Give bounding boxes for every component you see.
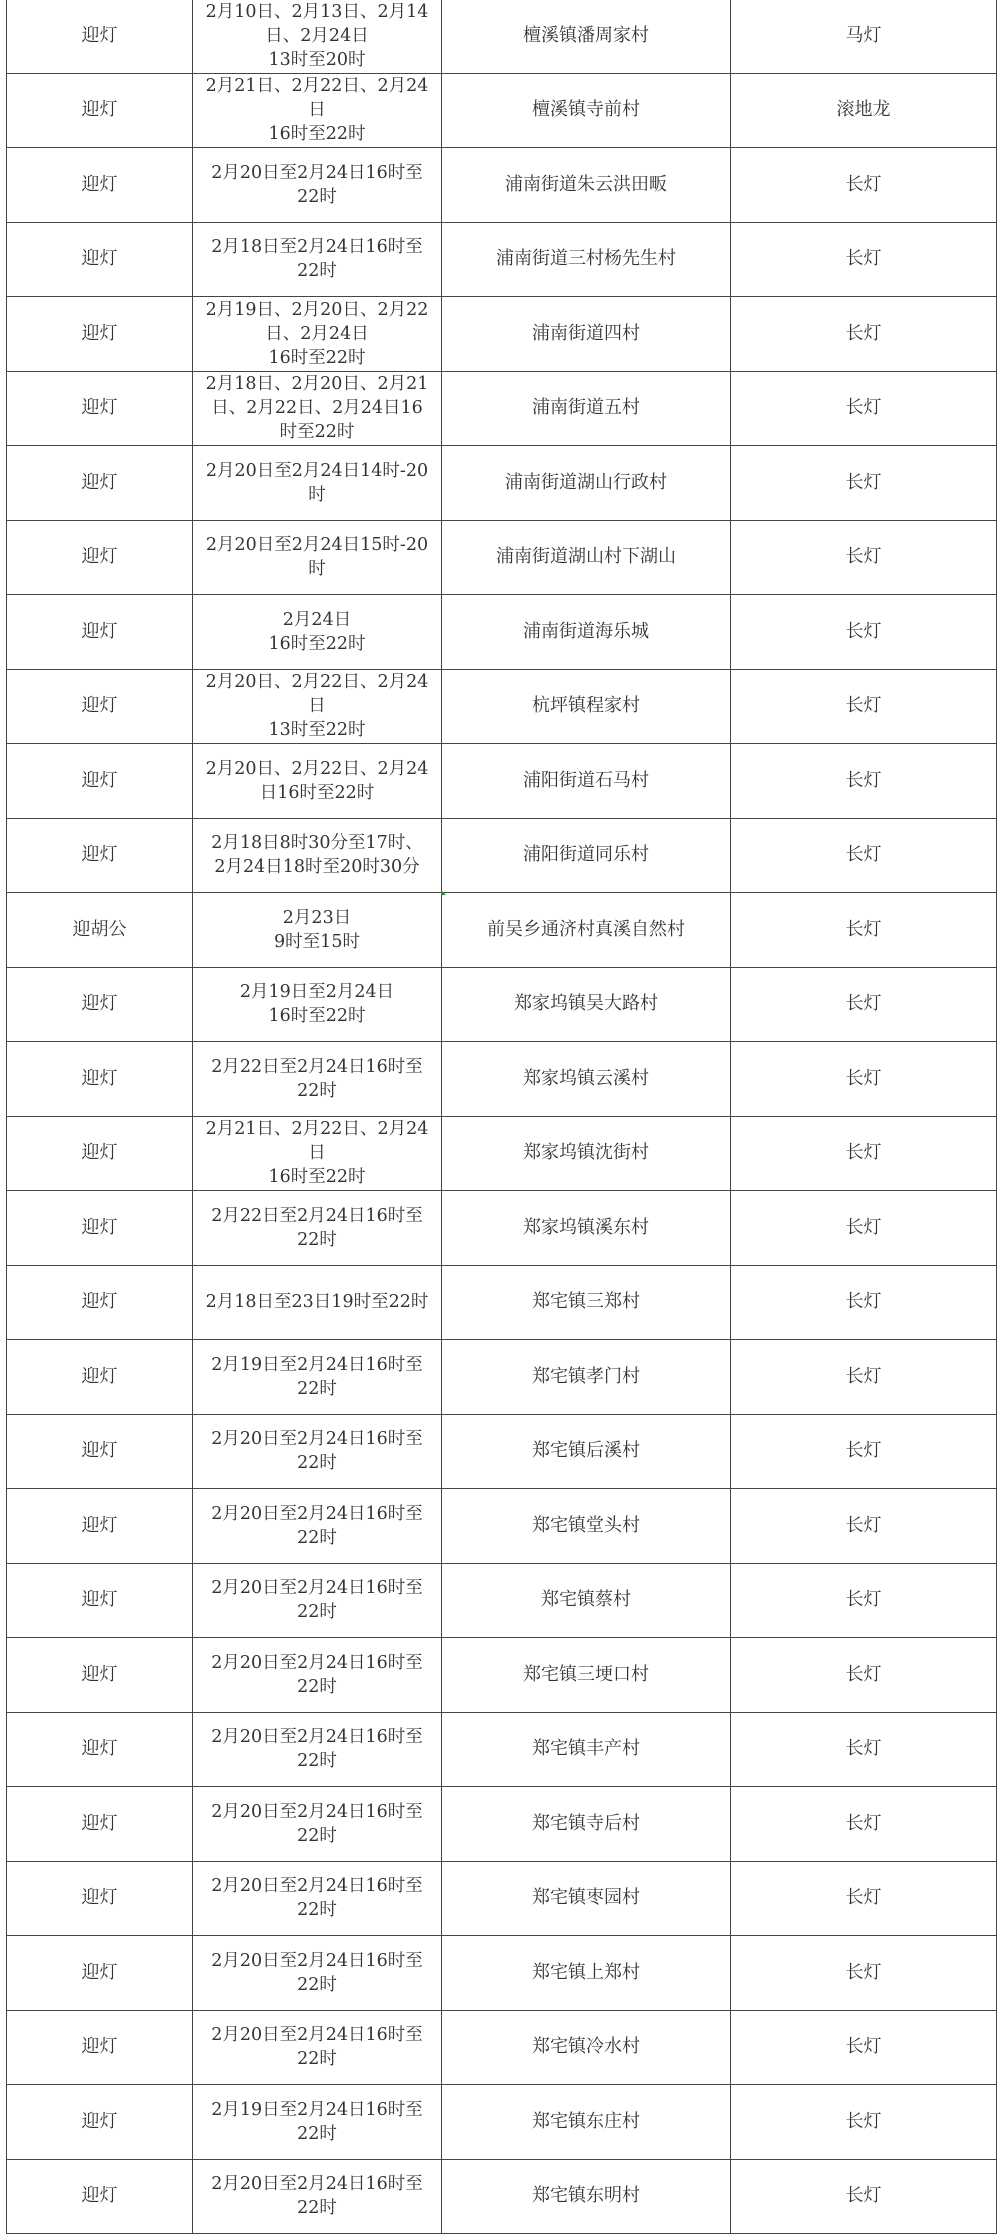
lantern-type-cell: 长灯 — [731, 669, 997, 744]
lantern-type-cell: 长灯 — [731, 222, 997, 297]
activity-cell: 迎灯 — [7, 1414, 193, 1489]
activity-cell: 迎灯 — [7, 1191, 193, 1266]
lantern-type-cell: 长灯 — [731, 446, 997, 521]
activity-cell: 迎灯 — [7, 73, 193, 148]
time-line: 日 — [308, 1143, 326, 1164]
table-row — [7, 1414, 997, 1489]
table-row — [7, 371, 997, 446]
time-line: 22时 — [297, 2049, 337, 2070]
place-cell: 浦南街道四村 — [442, 297, 731, 372]
time-line: 22时 — [297, 1825, 337, 1846]
time-line: 2月20日至2月24日16时至 — [211, 1727, 423, 1748]
time-cell — [193, 1042, 442, 1117]
lantern-type-cell: 马灯 — [731, 0, 997, 73]
table-row — [7, 1787, 997, 1862]
time-line: 2月18日8时30分至17时、 — [211, 833, 423, 854]
activity-cell: 迎灯 — [7, 1042, 193, 1117]
activity-cell: 迎灯 — [7, 297, 193, 372]
lantern-type-cell: 长灯 — [731, 1340, 997, 1415]
time-line: 2月20日至2月24日14时-20 — [205, 460, 429, 481]
cell-marker-icon — [441, 890, 446, 895]
place-cell: 浦南街道五村 — [442, 371, 731, 446]
lantern-type-cell: 长灯 — [731, 1936, 997, 2011]
time-line: 2月24日18时至20时30分 — [214, 857, 420, 878]
time-line: 22时 — [297, 1527, 337, 1548]
place-cell: 杭坪镇程家村 — [442, 669, 731, 744]
time-line: 2月20日至2月24日16时至 — [211, 1950, 423, 1971]
time-line: 2月20日、2月22日、2月24 — [205, 672, 429, 693]
table-row — [7, 1042, 997, 1117]
activity-cell: 迎灯 — [7, 1265, 193, 1340]
lantern-type-cell: 长灯 — [731, 297, 997, 372]
time-cell — [193, 2085, 442, 2160]
time-cell — [193, 967, 442, 1042]
table-row — [7, 1265, 997, 1340]
time-cell — [193, 297, 442, 372]
time-line: 时 — [308, 484, 326, 505]
table-row — [7, 148, 997, 223]
time-line: 日 — [308, 696, 326, 717]
place-cell: 浦阳街道石马村 — [442, 744, 731, 819]
lantern-type-cell: 长灯 — [731, 1191, 997, 1266]
place-cell: 郑宅镇蔡村 — [442, 1563, 731, 1638]
time-cell — [193, 1861, 442, 1936]
time-line: 2月19日至2月24日 — [239, 982, 395, 1003]
time-line: 2月22日至2月24日16时至 — [211, 1205, 423, 1226]
activity-cell: 迎灯 — [7, 520, 193, 595]
place-cell: 浦南街道三村杨先生村 — [442, 222, 731, 297]
activity-cell: 迎灯 — [7, 446, 193, 521]
place-cell: 檀溪镇潘周家村 — [442, 0, 731, 73]
time-line: 22时 — [297, 1080, 337, 1101]
time-line: 2月20日至2月24日16时至 — [211, 1578, 423, 1599]
time-line: 22时 — [297, 186, 337, 207]
activity-cell: 迎灯 — [7, 1340, 193, 1415]
time-line: 2月21日、2月22日、2月24 — [205, 1119, 429, 1140]
activity-cell: 迎灯 — [7, 148, 193, 223]
place-cell: 郑宅镇后溪村 — [442, 1414, 731, 1489]
table-row — [7, 297, 997, 372]
table-row — [7, 1116, 997, 1191]
time-line: 2月18日、2月20日、2月21 — [205, 374, 429, 395]
activity-cell: 迎灯 — [7, 2010, 193, 2085]
time-cell — [193, 371, 442, 446]
time-line: 16时至22时 — [268, 347, 366, 368]
table-row — [7, 520, 997, 595]
lantern-type-cell: 长灯 — [731, 1042, 997, 1117]
lantern-schedule-table — [6, 0, 997, 2234]
time-line: 2月20日至2月24日16时至 — [211, 2174, 423, 2195]
place-cell: 郑宅镇丰产村 — [442, 1712, 731, 1787]
table-row — [7, 73, 997, 148]
place-cell: 檀溪镇寺前村 — [442, 73, 731, 148]
time-cell — [193, 595, 442, 670]
place-cell: 郑宅镇东庄村 — [442, 2085, 731, 2160]
lantern-type-cell: 长灯 — [731, 1861, 997, 1936]
schedule-table-body — [7, 0, 997, 2234]
place-cell: 浦南街道湖山行政村 — [442, 446, 731, 521]
time-line: 16时至22时 — [268, 1167, 366, 1188]
time-line: 2月20日至2月24日16时至 — [211, 1503, 423, 1524]
activity-cell: 迎灯 — [7, 1489, 193, 1564]
lantern-type-cell: 长灯 — [731, 1489, 997, 1564]
time-line: 2月19日、2月20日、2月22 — [205, 299, 429, 320]
activity-cell: 迎胡公 — [7, 893, 193, 968]
lantern-type-cell: 滚地龙 — [731, 73, 997, 148]
time-line: 22时 — [297, 1751, 337, 1772]
place-cell: 浦南街道海乐城 — [442, 595, 731, 670]
time-line: 2月22日至2月24日16时至 — [211, 1056, 423, 1077]
table-row — [7, 893, 997, 968]
table-row — [7, 222, 997, 297]
time-line: 22时 — [297, 2123, 337, 2144]
table-row — [7, 1191, 997, 1266]
time-cell — [193, 222, 442, 297]
table-row — [7, 2085, 997, 2160]
place-cell: 郑宅镇东明村 — [442, 2159, 731, 2234]
lantern-type-cell: 长灯 — [731, 818, 997, 893]
time-line: 日16时至22时 — [259, 782, 375, 803]
time-cell — [193, 2159, 442, 2234]
lantern-type-cell: 长灯 — [731, 2159, 997, 2234]
lantern-type-cell: 长灯 — [731, 1787, 997, 1862]
activity-cell: 迎灯 — [7, 967, 193, 1042]
time-line: 时 — [308, 559, 326, 580]
table-row — [7, 446, 997, 521]
time-line: 2月20日至2月24日16时至 — [211, 1876, 423, 1897]
place-cell: 郑家坞镇溪东村 — [442, 1191, 731, 1266]
place-cell: 郑宅镇上郑村 — [442, 1936, 731, 2011]
time-line: 2月20日、2月22日、2月24 — [205, 758, 429, 779]
place-cell: 前吴乡通济村真溪自然村 — [442, 893, 731, 968]
place-cell: 浦南街道湖山村下湖山 — [442, 520, 731, 595]
time-cell — [193, 148, 442, 223]
table-row — [7, 744, 997, 819]
activity-cell: 迎灯 — [7, 2085, 193, 2160]
time-line: 日、2月22日、2月24日16 — [211, 398, 423, 419]
lantern-type-cell: 长灯 — [731, 1712, 997, 1787]
time-line: 22时 — [297, 1453, 337, 1474]
time-cell — [193, 744, 442, 819]
lantern-type-cell: 长灯 — [731, 1265, 997, 1340]
time-line: 22时 — [297, 1378, 337, 1399]
table-row — [7, 0, 997, 73]
activity-cell: 迎灯 — [7, 669, 193, 744]
activity-cell: 迎灯 — [7, 371, 193, 446]
lantern-type-cell: 长灯 — [731, 595, 997, 670]
activity-cell: 迎灯 — [7, 2159, 193, 2234]
time-cell — [193, 893, 442, 968]
time-line: 2月20日至2月24日16时至 — [211, 1801, 423, 1822]
time-line: 9时至15时 — [274, 931, 360, 952]
lantern-type-cell: 长灯 — [731, 148, 997, 223]
place-cell: 郑宅镇寺后村 — [442, 1787, 731, 1862]
time-line: 22时 — [297, 1602, 337, 1623]
table-row — [7, 595, 997, 670]
place-cell: 郑家坞镇沈街村 — [442, 1116, 731, 1191]
activity-cell: 迎灯 — [7, 1861, 193, 1936]
time-cell — [193, 2010, 442, 2085]
place-cell: 郑宅镇枣园村 — [442, 1861, 731, 1936]
time-cell — [193, 1787, 442, 1862]
place-cell: 浦南街道朱云洪田畈 — [442, 148, 731, 223]
time-line: 日 — [308, 100, 326, 121]
lantern-type-cell: 长灯 — [731, 893, 997, 968]
table-row — [7, 1712, 997, 1787]
time-line: 2月18日至2月24日16时至 — [211, 237, 423, 258]
lantern-type-cell: 长灯 — [731, 520, 997, 595]
time-line: 22时 — [297, 1974, 337, 1995]
lantern-type-cell: 长灯 — [731, 371, 997, 446]
table-row — [7, 1861, 997, 1936]
activity-cell: 迎灯 — [7, 1116, 193, 1191]
time-line: 16时至22时 — [268, 1006, 366, 1027]
activity-cell: 迎灯 — [7, 1638, 193, 1713]
time-line: 13时至20时 — [268, 49, 366, 70]
time-line: 日、2月24日 — [265, 25, 369, 46]
time-line: 2月20日至2月24日15时-20 — [205, 535, 429, 556]
lantern-type-cell: 长灯 — [731, 1563, 997, 1638]
place-cell: 郑家坞镇吴大路村 — [442, 967, 731, 1042]
time-line: 22时 — [297, 2198, 337, 2219]
time-line: 2月18日至23日19时至22时 — [205, 1292, 429, 1313]
time-line: 22时 — [297, 261, 337, 282]
table-row — [7, 967, 997, 1042]
activity-cell: 迎灯 — [7, 1712, 193, 1787]
lantern-type-cell: 长灯 — [731, 2010, 997, 2085]
table-row — [7, 1936, 997, 2011]
activity-cell: 迎灯 — [7, 818, 193, 893]
time-cell — [193, 818, 442, 893]
time-cell — [193, 73, 442, 148]
place-cell: 郑宅镇冷水村 — [442, 2010, 731, 2085]
time-line: 日、2月24日 — [265, 323, 369, 344]
time-line: 2月10日、2月13日、2月14 — [205, 1, 429, 22]
time-cell — [193, 1712, 442, 1787]
lantern-type-cell: 长灯 — [731, 1414, 997, 1489]
activity-cell: 迎灯 — [7, 744, 193, 819]
table-row — [7, 1489, 997, 1564]
activity-cell: 迎灯 — [7, 222, 193, 297]
place-cell: 郑宅镇孝门村 — [442, 1340, 731, 1415]
table-row — [7, 2010, 997, 2085]
place-cell: 郑宅镇三埂口村 — [442, 1638, 731, 1713]
time-cell — [193, 669, 442, 744]
time-cell — [193, 1340, 442, 1415]
time-cell — [193, 1936, 442, 2011]
time-line: 2月19日至2月24日16时至 — [211, 1354, 423, 1375]
table-row — [7, 2159, 997, 2234]
time-cell — [193, 1265, 442, 1340]
time-line: 16时至22时 — [268, 633, 366, 654]
activity-cell: 迎灯 — [7, 1936, 193, 2011]
time-line: 2月19日至2月24日16时至 — [211, 2099, 423, 2120]
time-cell — [193, 1489, 442, 1564]
table-row — [7, 1340, 997, 1415]
time-line: 时至22时 — [279, 422, 355, 443]
lantern-type-cell: 长灯 — [731, 2085, 997, 2160]
time-line: 16时至22时 — [268, 124, 366, 145]
place-cell: 浦阳街道同乐村 — [442, 818, 731, 893]
table-row — [7, 669, 997, 744]
time-cell — [193, 1414, 442, 1489]
table-row — [7, 1638, 997, 1713]
time-line: 2月20日至2月24日16时至 — [211, 2025, 423, 2046]
time-cell — [193, 0, 442, 73]
time-line: 2月20日至2月24日16时至 — [211, 1429, 423, 1450]
lantern-type-cell: 长灯 — [731, 744, 997, 819]
time-cell — [193, 1563, 442, 1638]
table-row — [7, 1563, 997, 1638]
time-line: 2月20日至2月24日16时至 — [211, 1652, 423, 1673]
time-cell — [193, 446, 442, 521]
time-line: 22时 — [297, 1900, 337, 1921]
activity-cell: 迎灯 — [7, 0, 193, 73]
time-line: 13时至22时 — [268, 720, 366, 741]
time-cell — [193, 1191, 442, 1266]
place-cell: 郑家坞镇云溪村 — [442, 1042, 731, 1117]
activity-cell: 迎灯 — [7, 1563, 193, 1638]
time-line: 2月21日、2月22日、2月24 — [205, 76, 429, 97]
lantern-type-cell: 长灯 — [731, 1116, 997, 1191]
activity-cell: 迎灯 — [7, 595, 193, 670]
time-line: 2月23日 — [282, 907, 352, 928]
table-row — [7, 818, 997, 893]
time-line: 2月20日至2月24日16时至 — [211, 162, 423, 183]
lantern-type-cell: 长灯 — [731, 967, 997, 1042]
time-line: 2月24日 — [282, 609, 352, 630]
time-cell — [193, 1638, 442, 1713]
time-cell — [193, 1116, 442, 1191]
time-cell — [193, 520, 442, 595]
place-cell: 郑宅镇堂头村 — [442, 1489, 731, 1564]
time-line: 22时 — [297, 1676, 337, 1697]
lantern-type-cell: 长灯 — [731, 1638, 997, 1713]
place-cell: 郑宅镇三郑村 — [442, 1265, 731, 1340]
time-line: 22时 — [297, 1229, 337, 1250]
activity-cell: 迎灯 — [7, 1787, 193, 1862]
